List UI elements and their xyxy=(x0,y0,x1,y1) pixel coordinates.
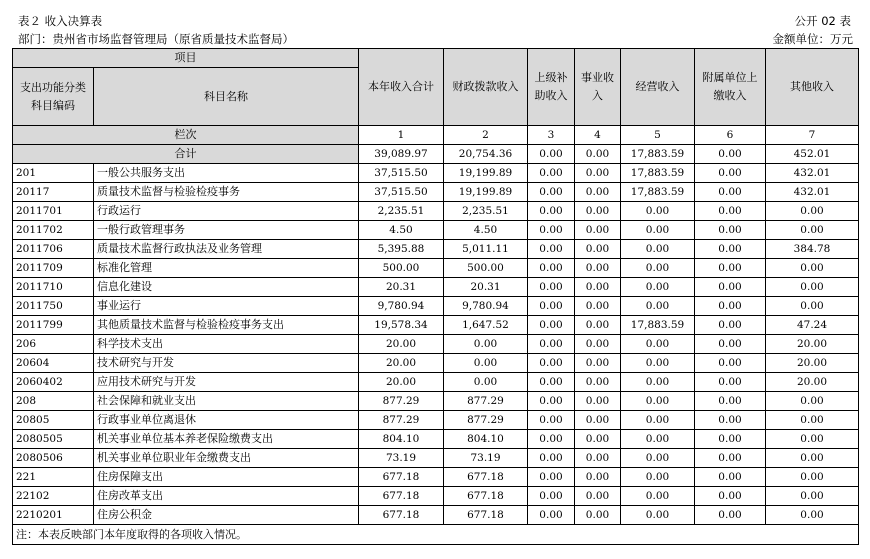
amount-cell: 0.00 xyxy=(575,259,621,278)
amount-cell: 877.29 xyxy=(359,392,444,411)
table-note: 注：本表反映部门本年度取得的各项收入情况。 xyxy=(13,525,859,545)
table-row xyxy=(13,240,859,259)
function-code: 2011799 xyxy=(13,316,94,335)
amount-cell: 500.00 xyxy=(359,259,444,278)
header-business-income: 事业收入 xyxy=(575,49,621,126)
amount-cell: 0.00 xyxy=(575,183,621,202)
table-row xyxy=(13,259,859,278)
column-number: 3 xyxy=(528,126,575,145)
function-code: 201 xyxy=(13,164,94,183)
amount-cell: 0.00 xyxy=(695,164,766,183)
amount-cell: 19,199.89 xyxy=(444,183,528,202)
amount-cell: 0.00 xyxy=(575,240,621,259)
header-fiscal-appropriation: 财政拨款收入 xyxy=(444,49,528,126)
subject-name: 技术研究与开发 xyxy=(94,354,359,373)
column-number: 5 xyxy=(621,126,695,145)
amount-cell: 0.00 xyxy=(621,411,695,430)
amount-cell: 0.00 xyxy=(695,430,766,449)
amount-cell: 677.18 xyxy=(359,506,444,525)
amount-cell: 0.00 xyxy=(575,202,621,221)
amount-cell: 0.00 xyxy=(528,202,575,221)
amount-cell: 0.00 xyxy=(766,278,859,297)
header-superior-subsidy: 上级补助收入 xyxy=(528,49,575,126)
amount-cell: 804.10 xyxy=(444,430,528,449)
table-title: 表２ 收入决算表 xyxy=(18,14,103,28)
amount-cell: 9,780.94 xyxy=(359,297,444,316)
form-number: 公开 02 表 xyxy=(794,14,851,28)
amount-cell: 73.19 xyxy=(444,449,528,468)
subject-name: 标准化管理 xyxy=(94,259,359,278)
amount-cell: 1,647.52 xyxy=(444,316,528,335)
amount-cell: 0.00 xyxy=(766,202,859,221)
amount-cell: 0.00 xyxy=(621,240,695,259)
total-row xyxy=(13,145,859,164)
column-number: 2 xyxy=(444,126,528,145)
subject-name: 一般公共服务支出 xyxy=(94,164,359,183)
amount-cell: 0.00 xyxy=(621,278,695,297)
amount-cell: 384.78 xyxy=(766,240,859,259)
table-row xyxy=(13,335,859,354)
column-number-label: 栏次 xyxy=(13,126,359,145)
subject-name: 机关事业单位职业年金缴费支出 xyxy=(94,449,359,468)
total-value: 17,883.59 xyxy=(621,145,695,164)
function-code: 2080505 xyxy=(13,430,94,449)
amount-cell: 0.00 xyxy=(621,430,695,449)
amount-cell: 4.50 xyxy=(359,221,444,240)
amount-cell: 0.00 xyxy=(528,487,575,506)
amount-cell: 804.10 xyxy=(359,430,444,449)
amount-cell: 0.00 xyxy=(528,468,575,487)
amount-cell: 0.00 xyxy=(766,468,859,487)
amount-cell: 0.00 xyxy=(695,449,766,468)
amount-cell: 20.00 xyxy=(766,335,859,354)
amount-cell: 0.00 xyxy=(575,354,621,373)
amount-cell: 0.00 xyxy=(621,221,695,240)
function-code: 20117 xyxy=(13,183,94,202)
income-table xyxy=(12,48,859,545)
amount-cell: 0.00 xyxy=(766,506,859,525)
amount-cell: 0.00 xyxy=(695,354,766,373)
subject-name: 住房保障支出 xyxy=(94,468,359,487)
header-item: 项目 xyxy=(13,49,359,68)
subject-name: 住房公积金 xyxy=(94,506,359,525)
amount-cell: 2,235.51 xyxy=(359,202,444,221)
column-number: 7 xyxy=(766,126,859,145)
amount-cell: 17,883.59 xyxy=(621,183,695,202)
function-code: 2011701 xyxy=(13,202,94,221)
amount-cell: 877.29 xyxy=(359,411,444,430)
amount-cell: 0.00 xyxy=(621,506,695,525)
subject-name: 其他质量技术监督与检验检疫事务支出 xyxy=(94,316,359,335)
amount-cell: 677.18 xyxy=(444,506,528,525)
amount-cell: 0.00 xyxy=(695,373,766,392)
amount-cell: 877.29 xyxy=(444,411,528,430)
amount-cell: 0.00 xyxy=(528,506,575,525)
amount-cell: 0.00 xyxy=(695,297,766,316)
amount-cell: 0.00 xyxy=(444,335,528,354)
table-row xyxy=(13,297,859,316)
amount-cell: 0.00 xyxy=(621,373,695,392)
amount-cell: 0.00 xyxy=(695,316,766,335)
table-row xyxy=(13,506,859,525)
function-code: 2011750 xyxy=(13,297,94,316)
amount-cell: 0.00 xyxy=(766,449,859,468)
function-code: 2060402 xyxy=(13,373,94,392)
amount-cell: 0.00 xyxy=(575,297,621,316)
function-code: 2011709 xyxy=(13,259,94,278)
amount-cell: 19,578.34 xyxy=(359,316,444,335)
amount-cell: 47.24 xyxy=(766,316,859,335)
unit-label: 金额单位：万元 xyxy=(772,32,853,46)
amount-cell: 0.00 xyxy=(575,449,621,468)
amount-cell: 0.00 xyxy=(695,278,766,297)
amount-cell: 0.00 xyxy=(528,373,575,392)
amount-cell: 0.00 xyxy=(444,354,528,373)
column-number: 6 xyxy=(695,126,766,145)
function-code: 221 xyxy=(13,468,94,487)
subject-name: 一般行政管理事务 xyxy=(94,221,359,240)
amount-cell: 9,780.94 xyxy=(444,297,528,316)
subject-name: 科学技术支出 xyxy=(94,335,359,354)
amount-cell: 19,199.89 xyxy=(444,164,528,183)
table-row xyxy=(13,164,859,183)
function-code: 2011702 xyxy=(13,221,94,240)
amount-cell: 877.29 xyxy=(444,392,528,411)
amount-cell: 0.00 xyxy=(621,449,695,468)
amount-cell: 0.00 xyxy=(621,392,695,411)
subject-name: 机关事业单位基本养老保险缴费支出 xyxy=(94,430,359,449)
amount-cell: 5,395.88 xyxy=(359,240,444,259)
subject-name: 应用技术研究与开发 xyxy=(94,373,359,392)
subject-name: 行政运行 xyxy=(94,202,359,221)
subject-name: 事业运行 xyxy=(94,297,359,316)
amount-cell: 0.00 xyxy=(695,183,766,202)
subject-name: 行政事业单位离退休 xyxy=(94,411,359,430)
amount-cell: 0.00 xyxy=(575,278,621,297)
amount-cell: 2,235.51 xyxy=(444,202,528,221)
amount-cell: 0.00 xyxy=(621,354,695,373)
amount-cell: 20.00 xyxy=(359,373,444,392)
amount-cell: 0.00 xyxy=(766,430,859,449)
function-code: 2080506 xyxy=(13,449,94,468)
table-row xyxy=(13,430,859,449)
amount-cell: 0.00 xyxy=(621,297,695,316)
column-number: 4 xyxy=(575,126,621,145)
amount-cell: 20.00 xyxy=(766,373,859,392)
table-row xyxy=(13,221,859,240)
amount-cell: 677.18 xyxy=(444,468,528,487)
amount-cell: 0.00 xyxy=(528,449,575,468)
function-code: 206 xyxy=(13,335,94,354)
amount-cell: 37,515.50 xyxy=(359,164,444,183)
function-code: 22102 xyxy=(13,487,94,506)
amount-cell: 0.00 xyxy=(766,259,859,278)
total-value: 0.00 xyxy=(575,145,621,164)
amount-cell: 0.00 xyxy=(695,392,766,411)
amount-cell: 0.00 xyxy=(528,392,575,411)
amount-cell: 432.01 xyxy=(766,183,859,202)
amount-cell: 0.00 xyxy=(575,487,621,506)
amount-cell: 0.00 xyxy=(444,373,528,392)
header-function-code: 支出功能分类科目编码 xyxy=(13,68,94,126)
column-number: 1 xyxy=(359,126,444,145)
amount-cell: 0.00 xyxy=(575,164,621,183)
table-row xyxy=(13,392,859,411)
amount-cell: 0.00 xyxy=(695,335,766,354)
total-value: 0.00 xyxy=(528,145,575,164)
table-row xyxy=(13,316,859,335)
function-code: 20805 xyxy=(13,411,94,430)
amount-cell: 0.00 xyxy=(621,468,695,487)
amount-cell: 5,011.11 xyxy=(444,240,528,259)
table-row xyxy=(13,183,859,202)
amount-cell: 0.00 xyxy=(528,430,575,449)
amount-cell: 37,515.50 xyxy=(359,183,444,202)
header-total-income: 本年收入合计 xyxy=(359,49,444,126)
amount-cell: 677.18 xyxy=(444,487,528,506)
amount-cell: 0.00 xyxy=(575,373,621,392)
subject-name: 信息化建设 xyxy=(94,278,359,297)
amount-cell: 0.00 xyxy=(695,506,766,525)
amount-cell: 0.00 xyxy=(766,221,859,240)
header-subject-name: 科目名称 xyxy=(94,68,359,126)
amount-cell: 0.00 xyxy=(528,316,575,335)
amount-cell: 0.00 xyxy=(575,468,621,487)
amount-cell: 677.18 xyxy=(359,468,444,487)
amount-cell: 0.00 xyxy=(695,202,766,221)
function-code: 208 xyxy=(13,392,94,411)
amount-cell: 0.00 xyxy=(575,411,621,430)
amount-cell: 0.00 xyxy=(621,335,695,354)
amount-cell: 73.19 xyxy=(359,449,444,468)
amount-cell: 0.00 xyxy=(575,506,621,525)
amount-cell: 0.00 xyxy=(528,259,575,278)
amount-cell: 0.00 xyxy=(695,221,766,240)
total-value: 20,754.36 xyxy=(444,145,528,164)
amount-cell: 0.00 xyxy=(695,411,766,430)
subject-name: 社会保障和就业支出 xyxy=(94,392,359,411)
total-value: 0.00 xyxy=(695,145,766,164)
amount-cell: 0.00 xyxy=(621,487,695,506)
total-label: 合计 xyxy=(13,145,359,164)
amount-cell: 20.00 xyxy=(766,354,859,373)
amount-cell: 0.00 xyxy=(528,240,575,259)
amount-cell: 0.00 xyxy=(766,297,859,316)
header-other-income: 其他收入 xyxy=(766,49,859,126)
amount-cell: 0.00 xyxy=(528,183,575,202)
amount-cell: 0.00 xyxy=(766,411,859,430)
amount-cell: 0.00 xyxy=(766,487,859,506)
function-code: 2210201 xyxy=(13,506,94,525)
amount-cell: 0.00 xyxy=(621,202,695,221)
amount-cell: 20.00 xyxy=(359,354,444,373)
table-row xyxy=(13,468,859,487)
amount-cell: 0.00 xyxy=(695,259,766,278)
amount-cell: 0.00 xyxy=(575,430,621,449)
amount-cell: 0.00 xyxy=(528,278,575,297)
table-row xyxy=(13,278,859,297)
amount-cell: 0.00 xyxy=(575,316,621,335)
total-value: 452.01 xyxy=(766,145,859,164)
amount-cell: 0.00 xyxy=(695,487,766,506)
subject-name: 质量技术监督行政执法及业务管理 xyxy=(94,240,359,259)
subject-name: 住房改革支出 xyxy=(94,487,359,506)
function-code: 2011706 xyxy=(13,240,94,259)
amount-cell: 500.00 xyxy=(444,259,528,278)
amount-cell: 0.00 xyxy=(528,354,575,373)
total-value: 39,089.97 xyxy=(359,145,444,164)
amount-cell: 0.00 xyxy=(575,335,621,354)
department-label: 部门：贵州省市场监督管理局（原省质量技术监督局） xyxy=(18,32,294,46)
amount-cell: 0.00 xyxy=(575,392,621,411)
amount-cell: 0.00 xyxy=(766,392,859,411)
table-row xyxy=(13,373,859,392)
amount-cell: 0.00 xyxy=(621,259,695,278)
table-row xyxy=(13,411,859,430)
amount-cell: 20.31 xyxy=(359,278,444,297)
amount-cell: 4.50 xyxy=(444,221,528,240)
amount-cell: 432.01 xyxy=(766,164,859,183)
amount-cell: 20.31 xyxy=(444,278,528,297)
amount-cell: 677.18 xyxy=(359,487,444,506)
table-row xyxy=(13,202,859,221)
amount-cell: 17,883.59 xyxy=(621,316,695,335)
function-code: 2011710 xyxy=(13,278,94,297)
amount-cell: 0.00 xyxy=(528,221,575,240)
table-row xyxy=(13,487,859,506)
function-code: 20604 xyxy=(13,354,94,373)
amount-cell: 0.00 xyxy=(575,221,621,240)
subject-name: 质量技术监督与检验检疫事务 xyxy=(94,183,359,202)
header-operating-income: 经营收入 xyxy=(621,49,695,126)
amount-cell: 17,883.59 xyxy=(621,164,695,183)
amount-cell: 0.00 xyxy=(695,240,766,259)
amount-cell: 0.00 xyxy=(528,411,575,430)
header-affiliated-unit-income: 附属单位上缴收入 xyxy=(695,49,766,126)
table-row xyxy=(13,449,859,468)
amount-cell: 0.00 xyxy=(528,164,575,183)
table-row xyxy=(13,354,859,373)
amount-cell: 20.00 xyxy=(359,335,444,354)
amount-cell: 0.00 xyxy=(528,335,575,354)
amount-cell: 0.00 xyxy=(528,297,575,316)
amount-cell: 0.00 xyxy=(695,468,766,487)
